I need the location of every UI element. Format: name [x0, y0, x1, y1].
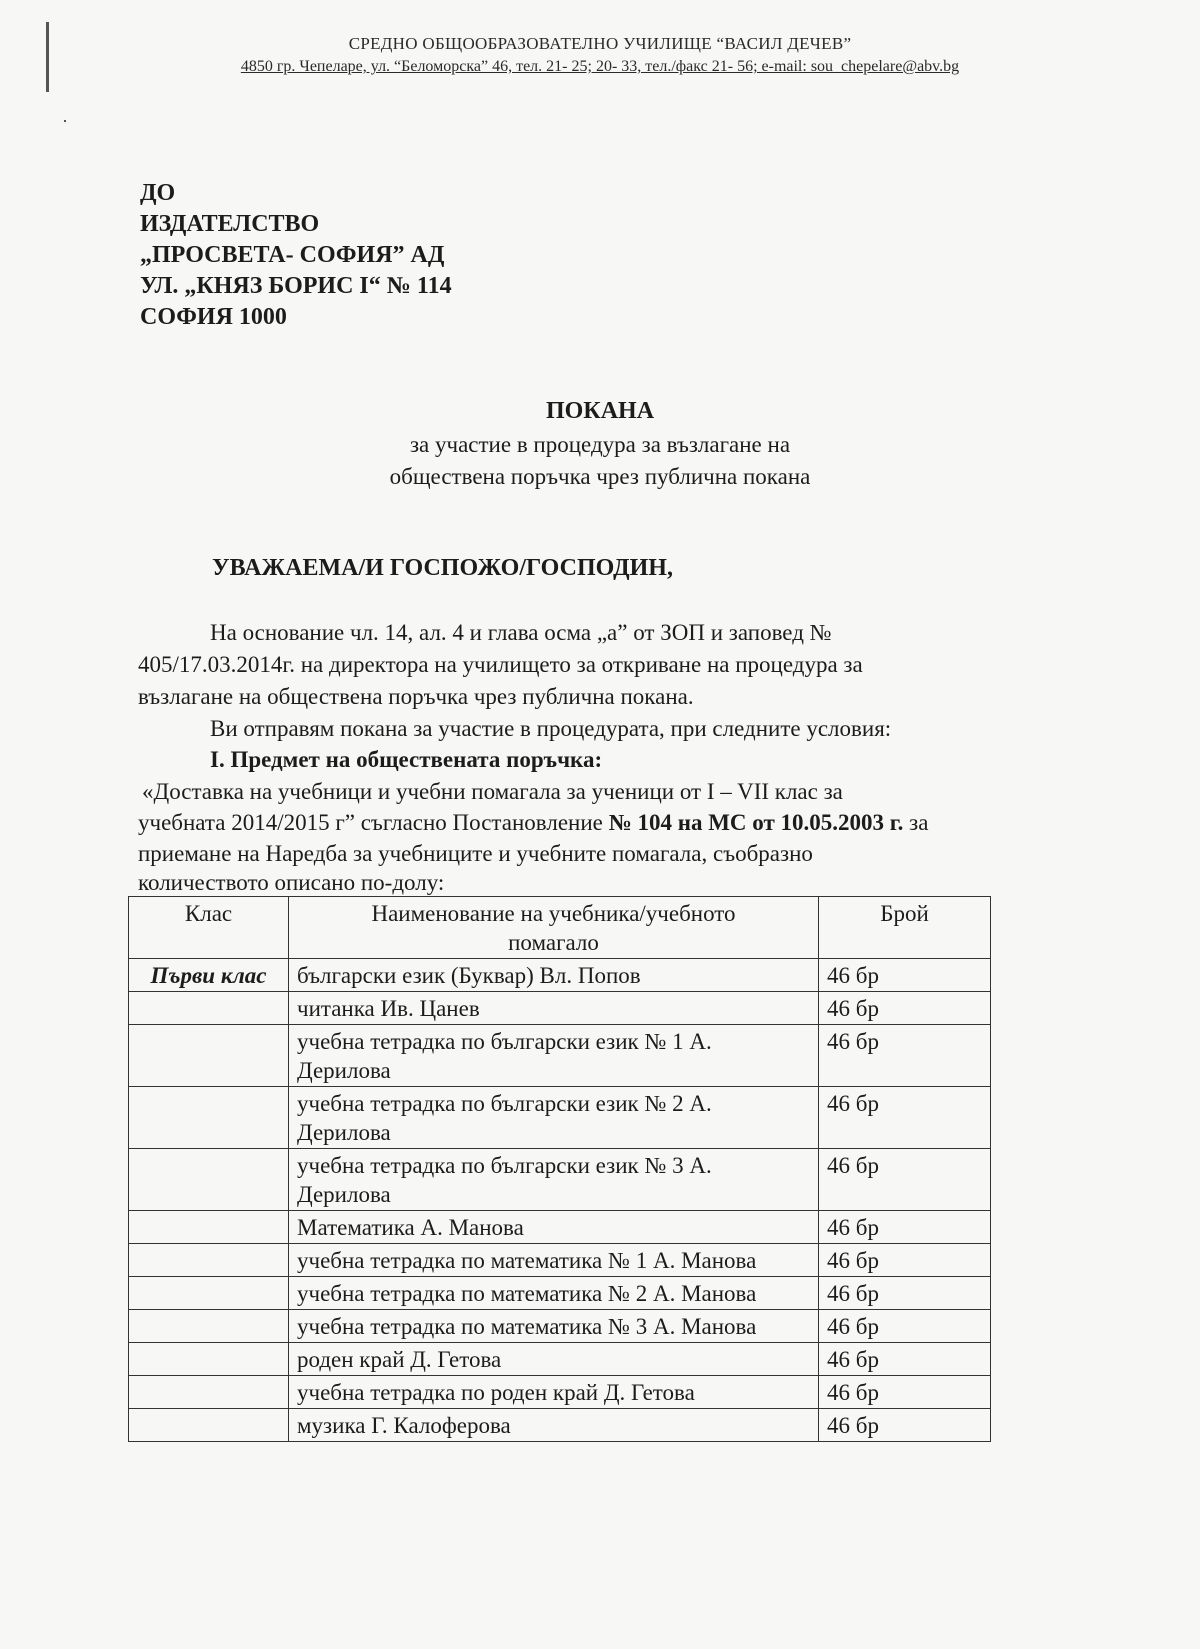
table-row — [129, 1409, 991, 1442]
cell-count: 46 бр — [819, 1149, 991, 1211]
school-address: 4850 гр. Чепеларе, ул. “Беломорска” 46, тел. 21- 25; 20- 33, тел./факс 21- 56; e-mail: sou_chepelare@abv.bg — [240, 58, 960, 75]
cell-class — [129, 992, 289, 1025]
recipient-block — [140, 178, 452, 333]
text-span: за — [903, 810, 929, 835]
table-row — [129, 1277, 991, 1310]
paragraph-line: количеството описано по-долу: — [138, 870, 445, 895]
cell-class — [129, 1409, 289, 1442]
cell-name: учебна тетрадка по български език № 2 А. Дерилова — [289, 1087, 819, 1149]
cell-name: учебна тетрадка по български език № 3 А. Дерилова — [289, 1149, 819, 1211]
table-row — [129, 1149, 991, 1211]
paragraph-line: 405/17.03.2014г. на директора на училището за откриване на процедура за — [138, 652, 863, 677]
cell-count: 46 бр — [819, 1087, 991, 1149]
column-header-name-line: помагало — [508, 930, 599, 955]
table-header-row — [129, 897, 991, 959]
recipient-line: ДО — [140, 180, 176, 206]
column-header-name — [289, 897, 819, 959]
paragraph-line: На основание чл. 14, ал. 4 и глава осма „а” от ЗОП и заповед № — [210, 620, 832, 645]
table-row — [129, 1376, 991, 1409]
section-heading: I. Предмет на обществената поръчка: — [210, 747, 603, 772]
table-row — [129, 1087, 991, 1149]
table-row — [129, 992, 991, 1025]
recipient-line: ИЗДАТЕЛСТВО — [140, 211, 320, 237]
cell-count: 46 бр — [819, 1277, 991, 1310]
cell-name: музика Г. Калоферова — [289, 1409, 819, 1442]
cell-name: учебна тетрадка по български език № 1 А. Дерилова — [289, 1025, 819, 1087]
cell-name: Математика А. Манова — [289, 1211, 819, 1244]
cell-name: учебна тетрадка по математика № 2 А. Манова — [289, 1277, 819, 1310]
cell-count: 46 бр — [819, 1343, 991, 1376]
table-body — [129, 959, 991, 1442]
table-row — [129, 1244, 991, 1277]
cell-count: 46 бр — [819, 1310, 991, 1343]
document-title: ПОКАНА — [545, 398, 655, 424]
cell-class — [129, 1310, 289, 1343]
cell-count: 46 бр — [819, 1211, 991, 1244]
cell-count: 46 бр — [819, 1409, 991, 1442]
cell-name: учебна тетрадка по математика № 3 А. Манова — [289, 1310, 819, 1343]
table-row — [129, 1025, 991, 1087]
scan-dot — [64, 120, 66, 122]
scan-edge-mark — [46, 22, 49, 92]
paragraph-line: възлагане на обществена поръчка чрез публична покана. — [138, 684, 694, 709]
table-row — [129, 1310, 991, 1343]
cell-name: учебна тетрадка по роден край Д. Гетова — [289, 1376, 819, 1409]
bold-text-span: № 104 на МС от 10.05.2003 г. — [608, 810, 904, 835]
cell-count: 46 бр — [819, 959, 991, 992]
paragraph-line: Ви отправям покана за участие в процедурата, при следните условия: — [210, 716, 892, 741]
document-subtitle-line: обществена поръчка чрез публична покана — [389, 464, 811, 489]
recipient-line: УЛ. „КНЯЗ БОРИС I“ № 114 — [140, 273, 452, 299]
recipient-line: СОФИЯ 1000 — [140, 304, 287, 330]
cell-name: читанка Ив. Цанев — [289, 992, 819, 1025]
cell-name: учебна тетрадка по математика № 1 А. Манова — [289, 1244, 819, 1277]
cell-class — [129, 1087, 289, 1149]
cell-class: Първи клас — [129, 959, 289, 992]
cell-class — [129, 1277, 289, 1310]
document-subtitle-line: за участие в процедура за възлагане на — [409, 432, 791, 457]
cell-count: 46 бр — [819, 1244, 991, 1277]
textbook-table — [128, 896, 991, 1442]
paragraph-line: «Доставка на учебници и учебни помагала за ученици от I – VII клас за — [142, 779, 843, 804]
column-header-class: Клас — [129, 897, 289, 959]
cell-class — [129, 1025, 289, 1087]
table-row — [129, 1343, 991, 1376]
recipient-line: „ПРОСВЕТА- СОФИЯ” АД — [140, 242, 445, 268]
paragraph-line: приемане на Наредба за учебниците и учебните помагала, съобразно — [138, 841, 813, 866]
school-name: СРЕДНО ОБЩООБРАЗОВАТЕЛНО УЧИЛИЩЕ “ВАСИЛ ДЕЧЕВ” — [348, 34, 852, 53]
table-row — [129, 959, 991, 992]
cell-class — [129, 1343, 289, 1376]
cell-name: роден край Д. Гетова — [289, 1343, 819, 1376]
table-row — [129, 1211, 991, 1244]
greeting: УВАЖАЕМА/И ГОСПОЖО/ГОСПОДИН, — [212, 555, 673, 581]
column-header-name-line: Наименование на учебника/учебното — [371, 901, 736, 926]
column-header-count: Брой — [819, 897, 991, 959]
cell-class — [129, 1376, 289, 1409]
cell-count: 46 бр — [819, 1376, 991, 1409]
cell-class — [129, 1211, 289, 1244]
cell-class — [129, 1149, 289, 1211]
cell-count: 46 бр — [819, 1025, 991, 1087]
paragraph-line-with-bold — [138, 810, 928, 836]
cell-count: 46 бр — [819, 992, 991, 1025]
text-span: учебната 2014/2015 г” съгласно Постановление — [138, 810, 609, 835]
cell-name: български език (Буквар) Вл. Попов — [289, 959, 819, 992]
cell-class — [129, 1244, 289, 1277]
